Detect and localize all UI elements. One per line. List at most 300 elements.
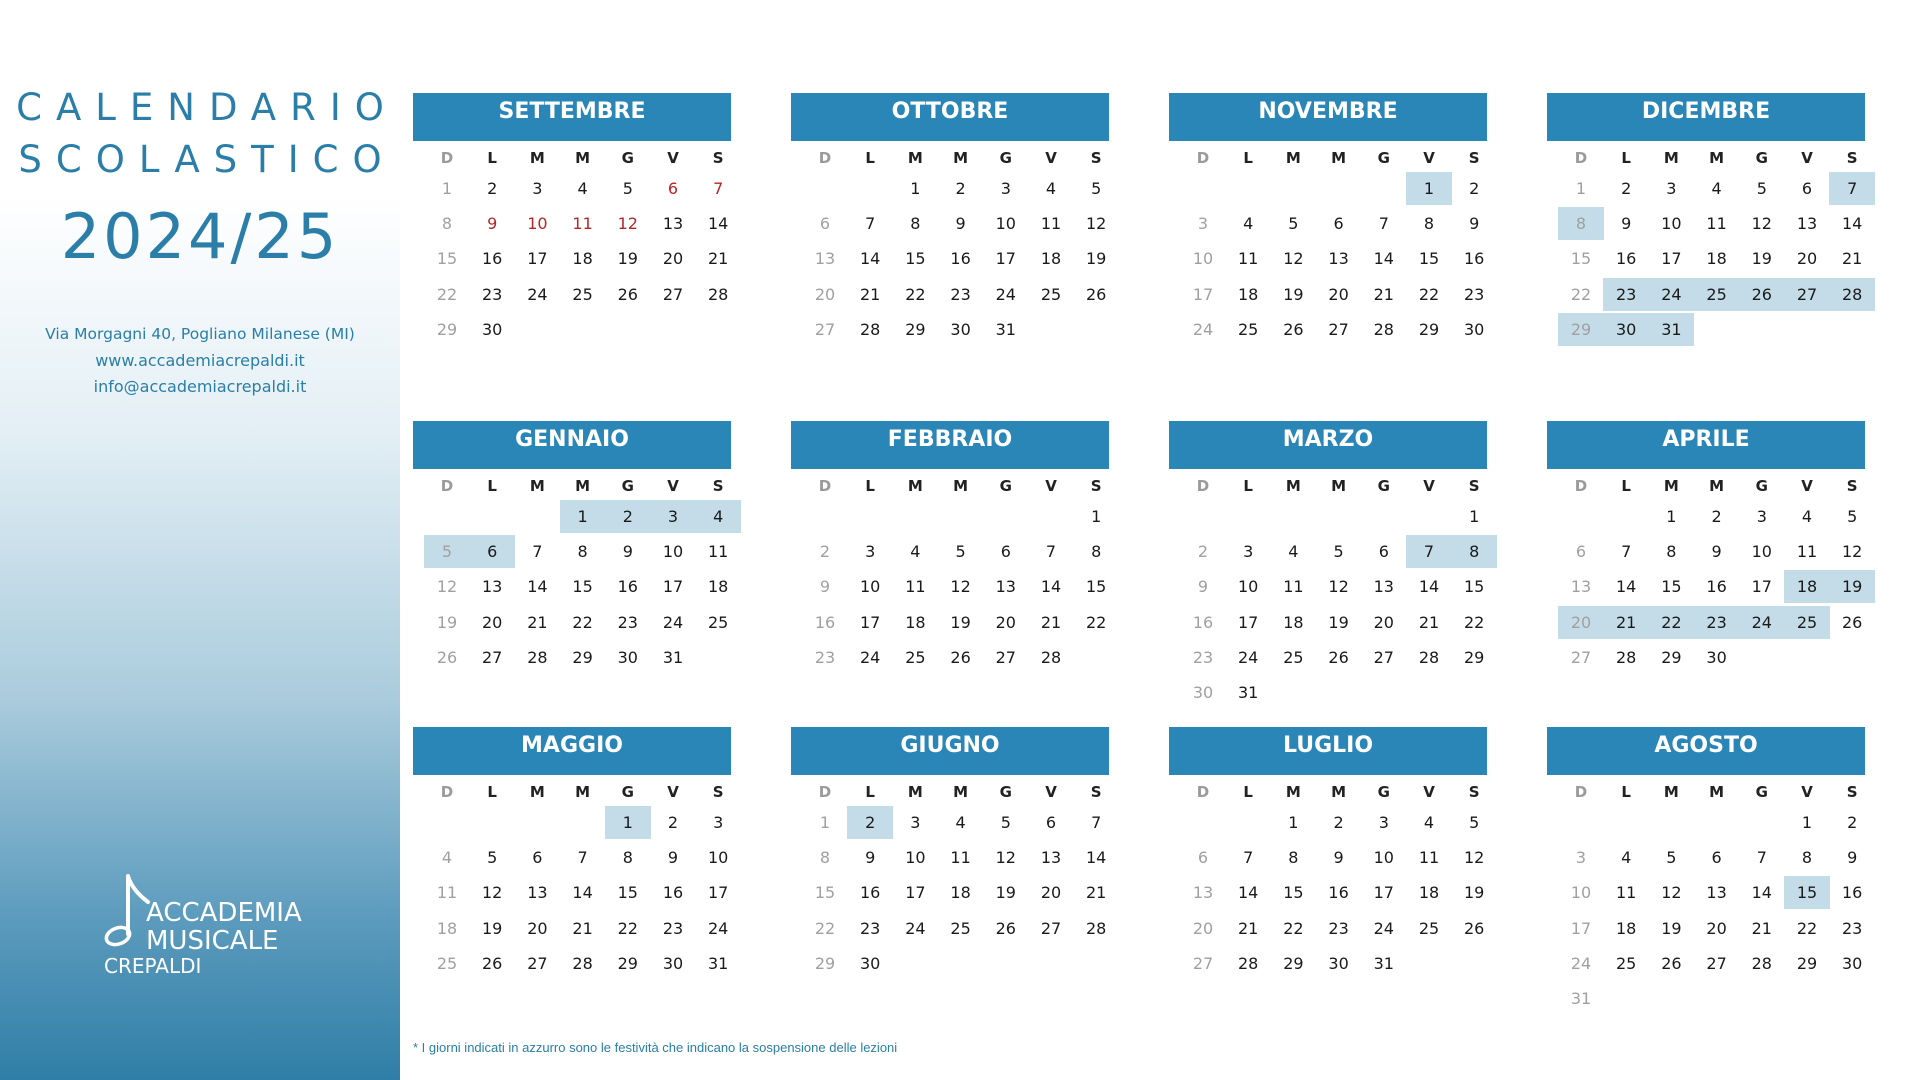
weekday-label: D [1196,149,1210,167]
weekday-label: M [1663,477,1679,495]
calendar-day: 31 [708,953,729,973]
calendar-day: 28 [527,647,548,667]
calendar-day: 19 [1283,284,1304,304]
weekday-label: D [1574,783,1588,801]
weekday-label: D [440,783,454,801]
weekday-label: M [575,477,591,495]
holiday-day: 28 [1842,284,1863,304]
calendar-day: 5 [487,848,498,868]
calendar-day: 7 [1621,542,1632,562]
calendar-day: 8 [819,848,831,868]
holiday-day: 25 [1706,284,1727,304]
weekday-label: M [907,783,923,801]
weekday-label: M [575,149,591,167]
calendar-day: 8 [622,848,633,868]
weekday-label: D [818,783,832,801]
calendar-day: 12 [1086,214,1107,234]
calendar-day: 23 [950,284,971,304]
calendar-day: 22 [1570,284,1592,304]
calendar-day: 30 [860,953,881,973]
month-title: DICEMBRE [1547,93,1865,141]
calendar-day: 22 [1283,918,1304,938]
calendar-day: 13 [814,249,836,269]
month-novembre [1169,93,1487,393]
calendar-day: 10 [905,848,926,868]
calendar-day: 9 [1197,577,1209,597]
calendar-day: 13 [1328,249,1349,269]
calendar-day: 5 [1288,214,1299,234]
weekday-label: V [1423,149,1435,167]
calendar-day: 1 [1469,507,1480,526]
calendar-day: 19 [1464,883,1485,903]
weekday-label: L [1243,783,1253,801]
calendar-day: 9 [1847,848,1858,868]
calendar-day: 22 [814,918,836,938]
holiday-day: 8 [1575,214,1587,234]
weekday-label: S [712,783,724,801]
weekday-label: M [907,477,923,495]
calendar-day: 14 [527,577,548,597]
calendar-day: 14 [1238,883,1259,903]
calendar-day: 29 [572,647,593,667]
calendar-day: 29 [905,319,926,339]
calendar-day: 8 [910,214,921,234]
calendar-day: 21 [1751,918,1772,938]
calendar-day: 16 [662,883,684,903]
calendar-day: 5 [1000,813,1011,832]
weekday-label: D [1574,149,1588,167]
calendar-day: 12 [1842,542,1863,562]
calendar-day: 3 [1197,214,1209,234]
calendar-day: 6 [1711,848,1722,868]
weekday-label: S [1468,149,1480,167]
calendar-day: 31 [1570,989,1592,1008]
holiday-day: 15 [1796,883,1818,903]
calendar-day: 10 [1238,577,1259,597]
weekday-label: V [667,477,679,495]
calendar-day: 11 [1616,883,1637,903]
calendar-day: 21 [572,918,593,938]
calendar-day: 25 [1283,647,1304,667]
calendar-day: 14 [1751,883,1772,903]
calendar-day: 2 [1197,542,1209,562]
calendar-day: 11 [1706,214,1727,234]
calendar-day: 16 [1328,883,1349,903]
weekday-label: L [865,783,875,801]
calendar-day: 30 [1328,953,1349,973]
calendar-day: 24 [905,918,926,938]
calendar-day: 17 [527,249,548,269]
calendar-day: 22 [1418,284,1440,304]
calendar-day: 10 [527,214,548,234]
calendar-day: 6 [532,848,543,868]
weekday-label: D [818,477,832,495]
weekday-label: V [1801,783,1813,801]
calendar-day: 9 [1621,214,1632,234]
calendar-day: 5 [1847,507,1858,526]
month-title: GENNAIO [413,421,731,469]
holiday-day: 26 [1751,284,1772,304]
calendar-day: 9 [487,214,498,234]
calendar-day: 1 [819,813,831,832]
calendar-day: 2 [1469,179,1480,198]
calendar-day: 27 [1040,918,1062,938]
calendar-day: 8 [1091,542,1102,562]
weekday-label: S [1846,477,1858,495]
calendar-day: 31 [662,647,684,667]
calendar-day: 5 [1756,179,1767,198]
weekday-label: G [1755,783,1768,801]
calendar-day: 22 [617,918,638,938]
calendar-day: 24 [527,284,548,304]
calendar-day: 13 [1796,214,1818,234]
calendar-day: 1 [1801,813,1813,832]
calendar-day: 18 [905,612,926,632]
month-title: MARZO [1169,421,1487,469]
calendar-day: 8 [1666,542,1677,562]
month-marzo [1169,421,1487,721]
calendar-day: 14 [1373,249,1394,269]
calendar-day: 6 [1575,542,1587,562]
month-luglio [1169,727,1487,1027]
weekday-label: M [1285,783,1301,801]
calendar-day: 28 [1040,647,1062,667]
month-title: SETTEMBRE [413,93,731,141]
holiday-day: 31 [1661,319,1682,339]
calendar-day: 25 [1040,284,1062,304]
calendar-day: 8 [1801,848,1813,868]
holiday-day: 1 [622,813,633,832]
weekday-label: D [818,149,832,167]
calendar-day: 19 [436,612,458,632]
calendar-day: 19 [950,612,971,632]
weekday-label: L [1621,149,1631,167]
calendar-day: 4 [1288,542,1299,562]
weekday-label: M [1331,477,1347,495]
weekday-label: L [1621,783,1631,801]
calendar-day: 19 [1086,249,1107,269]
calendar-day: 27 [482,647,503,667]
calendar-day: 28 [1418,647,1440,667]
calendar-day: 11 [950,848,971,868]
calendar-day: 25 [708,612,729,632]
calendar-day: 12 [1661,883,1682,903]
calendar-day: 11 [1283,577,1304,597]
calendar-day: 26 [617,284,638,304]
calendar-day: 23 [1464,284,1485,304]
calendar-day: 2 [955,179,966,198]
calendar-day: 29 [1418,319,1440,339]
weekday-label: D [1574,477,1588,495]
calendar-day: 2 [1847,813,1858,832]
calendar-day: 19 [1751,249,1772,269]
month-title: GIUGNO [791,727,1109,775]
calendar-day: 23 [1842,918,1863,938]
calendar-day: 21 [527,612,548,632]
calendar-day: 20 [1040,883,1062,903]
weekday-label: L [487,477,497,495]
holiday-day: 6 [487,542,498,562]
holiday-day: 7 [1423,542,1435,562]
calendar-day: 7 [532,542,543,562]
calendar-day: 22 [1796,918,1818,938]
calendar-day: 17 [995,249,1016,269]
weekday-label: M [529,149,545,167]
calendar-day: 24 [1192,319,1214,339]
sidebar [0,0,400,1080]
calendar-day: 6 [1378,542,1389,562]
calendar-day: 18 [1040,249,1062,269]
calendar-day: 30 [1706,647,1727,667]
month-title: FEBBRAIO [791,421,1109,469]
calendar-day: 29 [1464,647,1485,667]
calendar-day: 25 [1238,319,1259,339]
calendar-day: 4 [910,542,921,562]
weekday-label: S [712,149,724,167]
calendar-day: 6 [1197,848,1209,868]
calendar-day: 5 [1091,179,1102,198]
calendar-day: 17 [905,883,926,903]
calendar-day: 31 [995,319,1016,339]
calendar-day: 20 [482,612,503,632]
calendar-day: 24 [860,647,881,667]
calendar-day: 26 [482,953,503,973]
calendar-day: 27 [1706,953,1727,973]
calendar-day: 11 [1238,249,1259,269]
weekday-label: V [1045,149,1057,167]
calendar-day: 27 [995,647,1016,667]
calendar-day: 14 [1616,577,1637,597]
calendar-day: 27 [1373,647,1394,667]
calendar-day: 13 [527,883,548,903]
holiday-day: 1 [1423,179,1435,198]
calendar-day: 2 [819,542,831,562]
holiday-day: 25 [1796,612,1818,632]
weekday-label: G [1755,477,1768,495]
calendar-day: 16 [950,249,971,269]
weekday-label: V [1045,783,1057,801]
calendar-day: 14 [708,214,729,234]
weekday-label: M [1285,477,1301,495]
weekday-label: M [1331,783,1347,801]
calendar-day: 6 [1045,813,1057,832]
weekday-label: M [953,783,969,801]
holiday-day: 7 [1847,179,1858,198]
calendar-day: 16 [1192,612,1214,632]
calendar-day: 4 [1423,813,1435,832]
calendar-day: 13 [662,214,684,234]
calendar-day: 3 [1666,179,1677,198]
weekday-label: S [1090,477,1102,495]
calendar-day: 24 [708,918,729,938]
calendar-day: 30 [950,319,971,339]
holiday-day: 22 [1661,612,1682,632]
calendar-day: 25 [950,918,971,938]
calendar-day: 27 [527,953,548,973]
calendar-day: 9 [1469,214,1480,234]
calendar-day: 9 [667,848,679,868]
calendar-day: 22 [572,612,593,632]
calendar-day: 9 [622,542,633,562]
calendar-day: 1 [1666,507,1677,526]
calendar-day: 21 [860,284,881,304]
calendar-day: 28 [1751,953,1772,973]
calendar-day: 14 [1040,577,1062,597]
calendar-day: 20 [527,918,548,938]
calendar-day: 23 [814,647,836,667]
holiday-day: 1 [577,507,588,526]
title-line-2: SCOLASTICO [18,138,396,181]
month-gennaio [413,421,731,721]
calendar-day: 21 [1373,284,1394,304]
weekday-label: L [865,149,875,167]
holiday-day: 8 [1469,542,1480,562]
calendar-day: 8 [577,542,588,562]
calendar-day: 13 [482,577,503,597]
calendar-day: 6 [1801,179,1813,198]
weekday-label: M [529,783,545,801]
holiday-day: 23 [1616,284,1637,304]
calendar-day: 25 [1418,918,1440,938]
month-aprile [1547,421,1865,721]
weekday-label: G [621,149,634,167]
calendar-day: 17 [1570,918,1592,938]
calendar-day: 14 [860,249,881,269]
calendar-day: 23 [617,612,638,632]
calendar-day: 10 [1570,883,1592,903]
email-link[interactable]: info@accademiacrepaldi.it [93,377,307,396]
calendar-day: 4 [1711,179,1722,198]
weekday-label: S [1468,477,1480,495]
calendar-day: 26 [995,918,1016,938]
calendar-day: 28 [1238,953,1259,973]
calendar-day: 16 [1842,883,1863,903]
calendar-day: 11 [1040,214,1062,234]
calendar-day: 17 [1373,883,1394,903]
month-title: APRILE [1547,421,1865,469]
academy-logo [88,872,318,982]
weekday-label: G [999,783,1012,801]
calendar-day: 29 [1283,953,1304,973]
calendar-day: 15 [436,249,458,269]
address: Via Morgagni 40, Pogliano Milanese (MI) [45,325,355,343]
calendar-day: 16 [814,612,836,632]
calendar-day: 8 [441,214,453,234]
weekday-label: M [907,149,923,167]
calendar-day: 18 [950,883,971,903]
calendar-day: 15 [1661,577,1682,597]
calendar-day: 22 [436,284,458,304]
calendar-day: 26 [1842,612,1863,632]
calendar-day: 26 [1283,319,1304,339]
calendar-day: 28 [708,284,729,304]
school-year: 2024/25 [60,200,340,273]
calendar-day: 15 [617,883,638,903]
calendar-day: 23 [482,284,503,304]
holiday-day: 23 [1706,612,1727,632]
calendar-day: 27 [1328,319,1349,339]
calendar-day: 9 [865,848,876,868]
calendar-day: 15 [1086,577,1107,597]
calendar-day: 24 [995,284,1016,304]
weekday-label: L [865,477,875,495]
calendar-day: 11 [1418,848,1440,868]
calendar-day: 15 [572,577,593,597]
calendar-day: 22 [1086,612,1107,632]
calendar-day: 22 [1464,612,1485,632]
calendar-day: 26 [1086,284,1107,304]
holiday-day: 2 [622,507,633,526]
month-febbraio [791,421,1109,721]
calendar-day: 24 [1373,918,1394,938]
calendar-day: 16 [860,883,881,903]
calendar-day: 20 [662,249,684,269]
weekday-label: G [1377,477,1390,495]
calendar-day: 11 [572,214,593,234]
calendar-day: 3 [910,813,921,832]
month-title: AGOSTO [1547,727,1865,775]
calendar-day: 18 [1283,612,1304,632]
calendar-day: 18 [1616,918,1637,938]
calendar-day: 6 [1000,542,1011,562]
calendar-day: 28 [572,953,593,973]
calendar-day: 5 [622,179,633,198]
website-link[interactable]: www.accademiacrepaldi.it [95,351,305,370]
calendar-day: 19 [995,883,1016,903]
weekday-label: S [1090,149,1102,167]
calendar-day: 20 [1796,249,1818,269]
weekday-label: G [1377,149,1390,167]
calendar-day: 10 [1373,848,1394,868]
weekday-label: M [575,783,591,801]
calendar-day: 3 [713,813,724,832]
calendar-day: 7 [1243,848,1254,868]
logo-text-line-3: CREPALDI [104,954,202,978]
holiday-day: 4 [713,507,724,526]
calendar-day: 10 [1192,249,1214,269]
calendar-day: 15 [1418,249,1440,269]
calendar-day: 20 [1192,918,1214,938]
calendar-day: 27 [814,319,836,339]
calendar-day: 18 [1418,883,1440,903]
holiday-day: 18 [1796,577,1818,597]
weekday-label: S [1846,783,1858,801]
weekday-label: V [1801,149,1813,167]
calendar-day: 3 [1575,848,1587,868]
calendar-day: 1 [910,179,921,198]
calendar-day: 15 [905,249,926,269]
calendar-day: 7 [713,179,724,198]
calendar-day: 12 [1283,249,1304,269]
calendar-day: 7 [865,214,876,234]
calendar-day: 26 [1328,647,1349,667]
month-settembre [413,93,731,393]
calendar-day: 15 [1283,883,1304,903]
calendar-day: 28 [860,319,881,339]
calendar-day: 27 [1192,953,1214,973]
calendar-day: 4 [1801,507,1813,526]
month-dicembre [1547,93,1865,393]
calendar-day: 10 [1751,542,1772,562]
weekday-label: M [1331,149,1347,167]
calendar-day: 26 [950,647,971,667]
logo-text-line-2: MUSICALE [146,926,279,956]
calendar-day: 12 [436,577,458,597]
holiday-day: 30 [1616,319,1637,339]
calendar-day: 4 [441,848,453,868]
calendar-day: 10 [995,214,1016,234]
calendar-day: 30 [1842,953,1863,973]
